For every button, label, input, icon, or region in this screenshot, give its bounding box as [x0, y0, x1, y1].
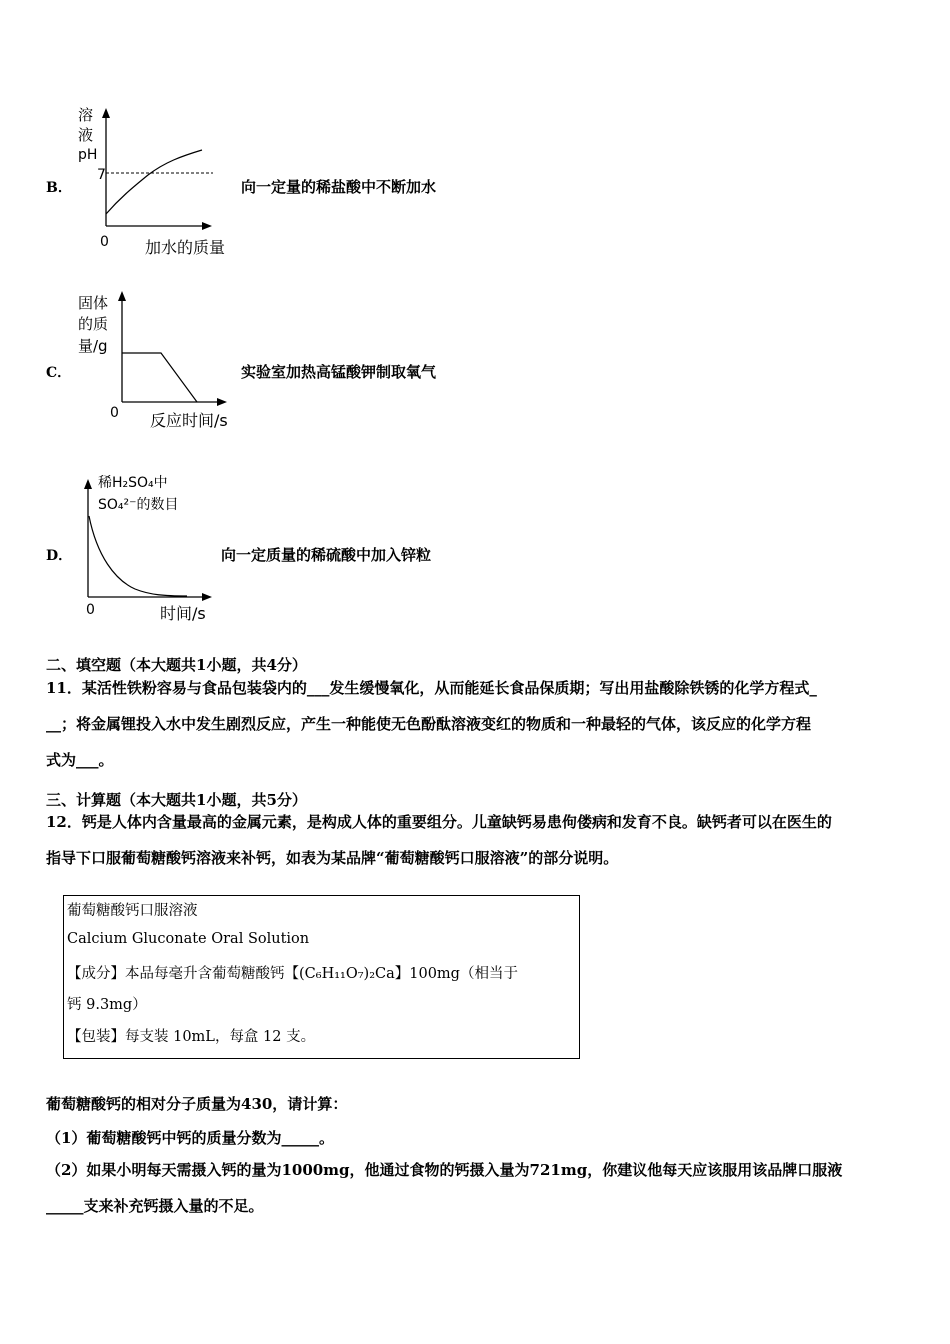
graph-c-line [122, 353, 197, 402]
sub-question-1: （1）葡萄糖酸钙中钙的质量分数为_____。 [46, 1129, 334, 1147]
graph-b-ylabel-3: pH [78, 147, 98, 163]
label-line-calcium: 钙 9.3mg） [67, 997, 147, 1013]
graph-c-ylabel-2: 的质 [78, 315, 109, 333]
graph-c-ylabel-3: 量/g [78, 337, 108, 355]
graph-b-origin: 0 [100, 234, 109, 250]
q11-line3: 式为___。 [46, 751, 114, 769]
graph-d-xlabel: 时间/s [160, 604, 206, 623]
q11-line2: __；将金属锂投入水中发生剧烈反应，产生一种能使无色酚酞溶液变红的物质和一种最轻的气体，该反应的化学方程 [46, 715, 812, 733]
graph-c-xlabel: 反应时间/s [150, 411, 228, 430]
graph-b-y-arrow [102, 108, 110, 118]
option-d-graph [75, 468, 235, 628]
label-line-english: Calcium Gluconate Oral Solution [67, 931, 310, 947]
question-11 [46, 670, 908, 778]
option-b-description: 向一定量的稀盐酸中不断加水 [241, 178, 437, 196]
graph-b-xlabel: 加水的质量 [145, 238, 226, 257]
graph-c-y-arrow [118, 291, 126, 301]
option-b-graph [70, 100, 250, 265]
q12-line2: 指导下口服葡萄糖酸钙溶液来补钙，如表为某品牌“葡萄糖酸钙口服溶液”的部分说明。 [46, 849, 619, 867]
q11-line1: 11．某活性铁粉容易与食品包装袋内的___发生缓慢氧化，从而能延长食品保质期；写出用盐酸除铁锈的化学方程式_ [46, 679, 817, 697]
graph-c-origin: 0 [110, 405, 119, 421]
option-c-letter: C． [46, 365, 72, 381]
graph-d-ylabel-2: SO₄²⁻的数目 [98, 497, 179, 513]
graph-b-x-arrow [202, 222, 212, 230]
graph-d-origin: 0 [86, 602, 95, 618]
product-label-box [63, 895, 580, 1059]
graph-d-y-arrow [84, 479, 92, 489]
graph-d-ylabel-1: 稀H₂SO₄中 [98, 475, 168, 491]
option-d-description: 向一定质量的稀硫酸中加入锌粒 [221, 546, 432, 564]
q12-line1: 12．钙是人体内含量最高的金属元素，是构成人体的重要组分。儿童缺钙易患佝偻病和发育不良。缺钙者可以在医生的 [46, 813, 832, 831]
graph-b-curve [106, 150, 202, 214]
graph-b-ylabel-2: 液 [78, 126, 94, 144]
label-line-package: 【包装】每支装 10mL，每盒 12 支。 [67, 1029, 316, 1045]
option-c-graph [75, 283, 250, 438]
graph-b-ylabel-1: 溶 [78, 106, 94, 124]
sub-question-2 [46, 1152, 908, 1224]
graph-b-ymark: 7 [97, 167, 106, 183]
sub2-line2: _____支来补充钙摄入量的不足。 [46, 1197, 264, 1215]
option-d-letter: D． [46, 548, 73, 564]
graph-d-curve [89, 516, 187, 596]
label-line-ingredients: 【成分】本品每毫升含葡萄糖酸钙【(C₆H₁₁O₇)₂Ca】100mg（相当于 [67, 966, 518, 982]
section3-title: 三、计算题（本大题共1小题，共5分） [46, 791, 307, 809]
option-c-description: 实验室加热高锰酸钾制取氧气 [241, 363, 437, 381]
graph-c-x-arrow [217, 398, 227, 406]
given-molar-mass: 葡萄糖酸钙的相对分子质量为430，请计算： [46, 1095, 348, 1113]
graph-c-ylabel-1: 固体 [78, 294, 109, 312]
option-b-letter: B． [46, 180, 72, 196]
sub2-line1: （2）如果小明每天需摄入钙的量为1000mg，他通过食物的钙摄入量为721mg，你建议他每天应该服用该品牌口服液 [46, 1161, 843, 1179]
question-12 [46, 804, 908, 876]
graph-d-x-arrow [202, 593, 212, 601]
section2-title: 二、填空题（本大题共1小题，共4分） [46, 656, 307, 674]
label-line-name: 葡萄糖酸钙口服溶液 [67, 903, 198, 919]
